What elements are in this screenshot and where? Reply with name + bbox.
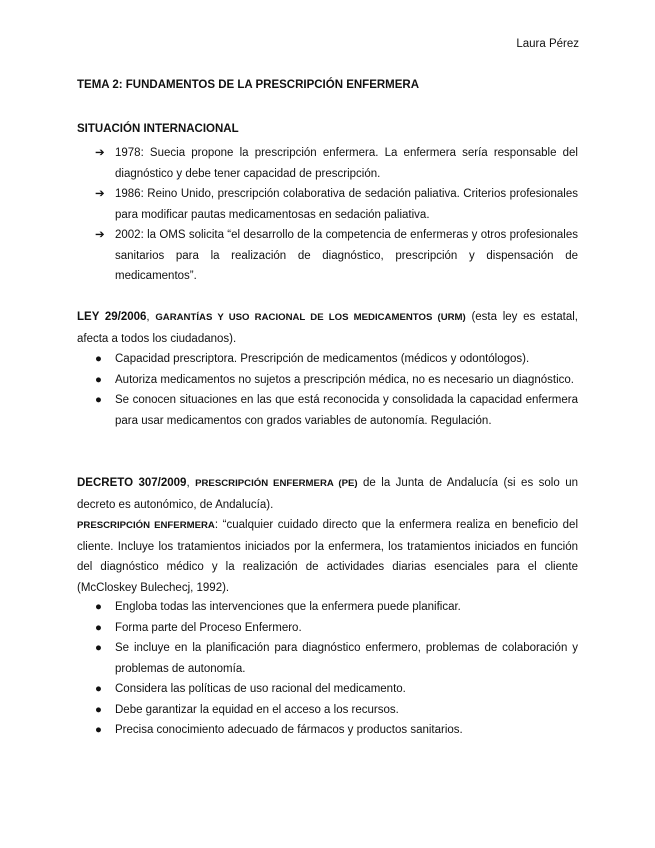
decreto-paragraph: DECRETO 307/2009, PRESCRIPCIÓN ENFERMERA (PE) de la Junta de Andalucía (si es solo un decreto es autonómico, de Andalucía). [77,477,578,511]
bullet-icon: ● [95,683,102,695]
international-list [95,143,578,287]
bullet-icon: ● [95,353,102,365]
bullet-icon: ● [95,601,102,613]
list-item: ● Capacidad prescriptora. Prescripción de medicamentos (médicos y odontólogos). [95,349,578,370]
definition-label: PRESCRIPCIÓN ENFERMERA [77,520,215,531]
list-item: ● Precisa conocimiento adecuado de fármacos y productos sanitarios. [95,720,578,741]
ley-subtitle: GARANTÍAS Y USO RACIONAL DE LOS MEDICAMENTOS (URM) [155,312,466,323]
list-item: ● Se conocen situaciones en las que está reconocida y consolidada la capacidad enfermera para usar medicamentos con grados variables de autonomía. Regulación. [95,390,578,431]
list-item: ● Se incluye en la planificación para diagnóstico enfermero, problemas de colaboración y problemas de autonomía. [95,638,578,679]
arrow-icon: ➔ [95,147,105,159]
decreto-subtitle: PRESCRIPCIÓN ENFERMERA (PE) [195,478,358,489]
bullet-icon: ● [95,621,102,634]
list-item: ● Autoriza medicamentos no sujetos a prescripción médica, no es necesario un diagnóstico. [95,370,578,391]
list-item: ➔ 1978: Suecia propone la prescripción enfermera. La enfermera sería responsable del diagnóstico y debe tener capacidad de prescripción. [95,143,578,184]
bullet-icon: ● [95,394,102,406]
ley-title: LEY 29/2006 [77,311,147,323]
arrow-icon: ➔ [95,188,105,200]
bullet-icon: ● [95,373,102,386]
ley-list [95,349,578,431]
list-item: ● Debe garantizar la equidad en el acceso a los recursos. [95,700,578,721]
decreto-list [95,597,578,741]
author-name: Laura Pérez [516,38,579,50]
bullet-icon: ● [95,724,102,736]
list-item: ● Considera las políticas de uso racional del medicamento. [95,679,578,700]
list-item: ● Forma parte del Proceso Enfermero. [95,618,578,639]
definition-paragraph: PRESCRIPCIÓN ENFERMERA: “cualquier cuidado directo que la enfermera realiza en beneficio del cliente. Incluye los tratamientos iniciados por la enfermera, los tratamientos iniciados en función del diagnóstico médico y la realización de actividades diarias esenciales para el cliente (McCloskey Bulechecj, 1992). [77,519,578,594]
section-heading-international: SITUACIÓN INTERNACIONAL [77,123,239,135]
page-title: TEMA 2: FUNDAMENTOS DE LA PRESCRIPCIÓN ENFERMERA [77,79,420,91]
bullet-icon: ● [95,703,102,716]
arrow-icon: ➔ [95,229,105,241]
ley-paragraph: LEY 29/2006, GARANTÍAS Y USO RACIONAL DE LOS MEDICAMENTOS (URM) (esta ley es estatal, afecta a todos los ciudadanos). [77,311,578,345]
list-item: ➔ 1986: Reino Unido, prescripción colaborativa de sedación paliativa. Criterios profesionales para modificar pautas medicamentosas en sedación paliativa. [95,184,578,225]
list-item: ● Engloba todas las intervenciones que la enfermera puede planificar. [95,597,578,618]
list-item: ➔ 2002: la OMS solicita “el desarrollo de la competencia de enfermeras y otros profesionales sanitarios para la realización de diagnóstico, prescripción y dispensación de medicamentos”. [95,225,578,287]
decreto-title: DECRETO 307/2009 [77,477,187,489]
bullet-icon: ● [95,642,102,654]
